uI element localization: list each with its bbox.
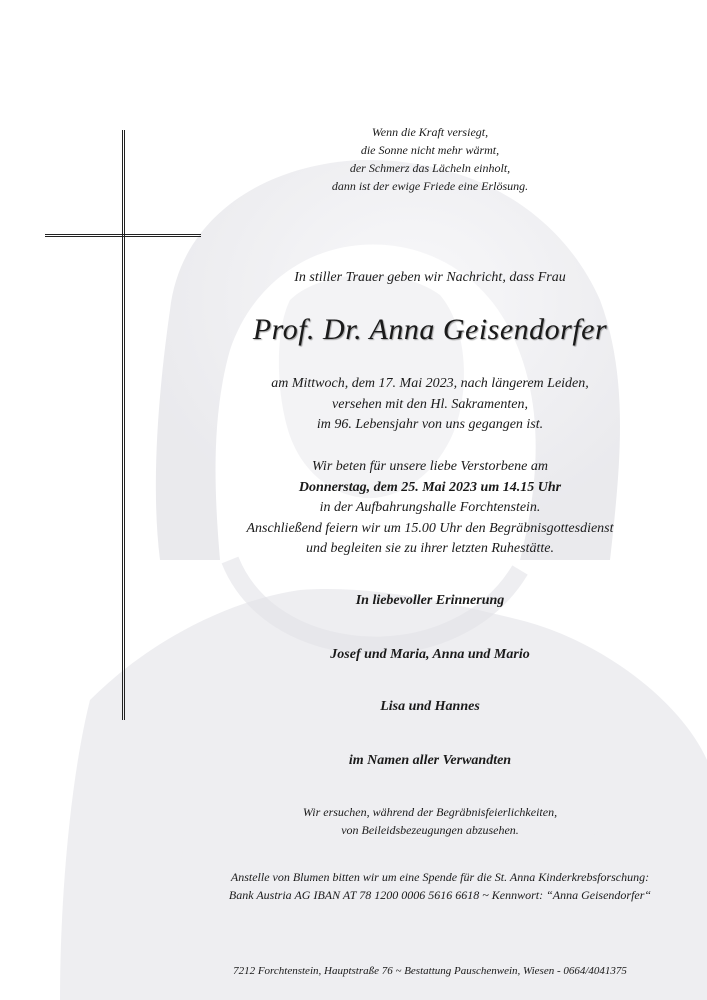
donation-line: Anstelle von Blumen bitten wir um eine Spende für die St. Anna Kinderkrebsforschung:	[230, 870, 650, 884]
request-line: Wir ersuchen, während der Begräbnisfeierlichkeiten,	[302, 805, 558, 819]
donation-note	[200, 868, 680, 904]
footer-address: 7212 Forchtenstein, Hauptstraße 76 ~ Bestattung Pauschenwein, Wiesen - 0664/4041375	[233, 965, 627, 977]
family-names: Josef und Maria, Anna und Mario	[330, 647, 530, 662]
poem-line: die Sonne nicht mehr wärmt,	[360, 143, 500, 157]
deceased-name: Prof. Dr. Anna Geisendorfer	[252, 313, 608, 346]
relatives-line: im Namen aller Verwandten	[348, 753, 512, 768]
family-names: Lisa und Hannes	[380, 699, 480, 714]
death-notice-line: im 96. Lebensjahr von uns gegangen ist.	[316, 417, 544, 432]
donation-line: Bank Austria AG IBAN AT 78 1200 0006 5616 6618 ~ Kennwort: “Anna Geisendorfer“	[228, 888, 652, 902]
cross-bar	[45, 234, 201, 237]
request-line: von Beileidsbezeugungen abzusehen.	[341, 823, 519, 837]
funeral-line: Wir beten für unsere liebe Verstorbene am	[312, 459, 548, 474]
poem-line: Wenn die Kraft versiegt,	[371, 125, 489, 139]
death-notice-line: am Mittwoch, dem 17. Mai 2023, nach längerem Leiden,	[271, 376, 589, 391]
death-notice-line: versehen mit den Hl. Sakramenten,	[332, 396, 528, 412]
funeral-line: Anschließend feiern wir um 15.00 Uhr den Begräbnisgottesdienst	[246, 520, 614, 536]
poem	[210, 123, 650, 195]
funeral-line: in der Aufbahrungshalle Forchtenstein.	[319, 500, 541, 515]
memory-heading: In liebevoller Erinnerung	[355, 593, 505, 608]
death-notice	[210, 374, 650, 436]
condolence-request	[210, 803, 650, 839]
funeral-details	[210, 457, 650, 560]
intro-text: In stiller Trauer geben wir Nachricht, dass Frau	[294, 270, 566, 285]
funeral-line: und begleiten sie zu ihrer letzten Ruhestätte.	[306, 541, 554, 556]
funeral-date: Donnerstag, dem 25. Mai 2023 um 14.15 Uhr	[298, 479, 562, 495]
cross-icon	[122, 130, 125, 720]
poem-line: der Schmerz das Lächeln einholt,	[349, 161, 511, 175]
poem-line: dann ist der ewige Friede eine Erlösung.	[331, 179, 529, 193]
